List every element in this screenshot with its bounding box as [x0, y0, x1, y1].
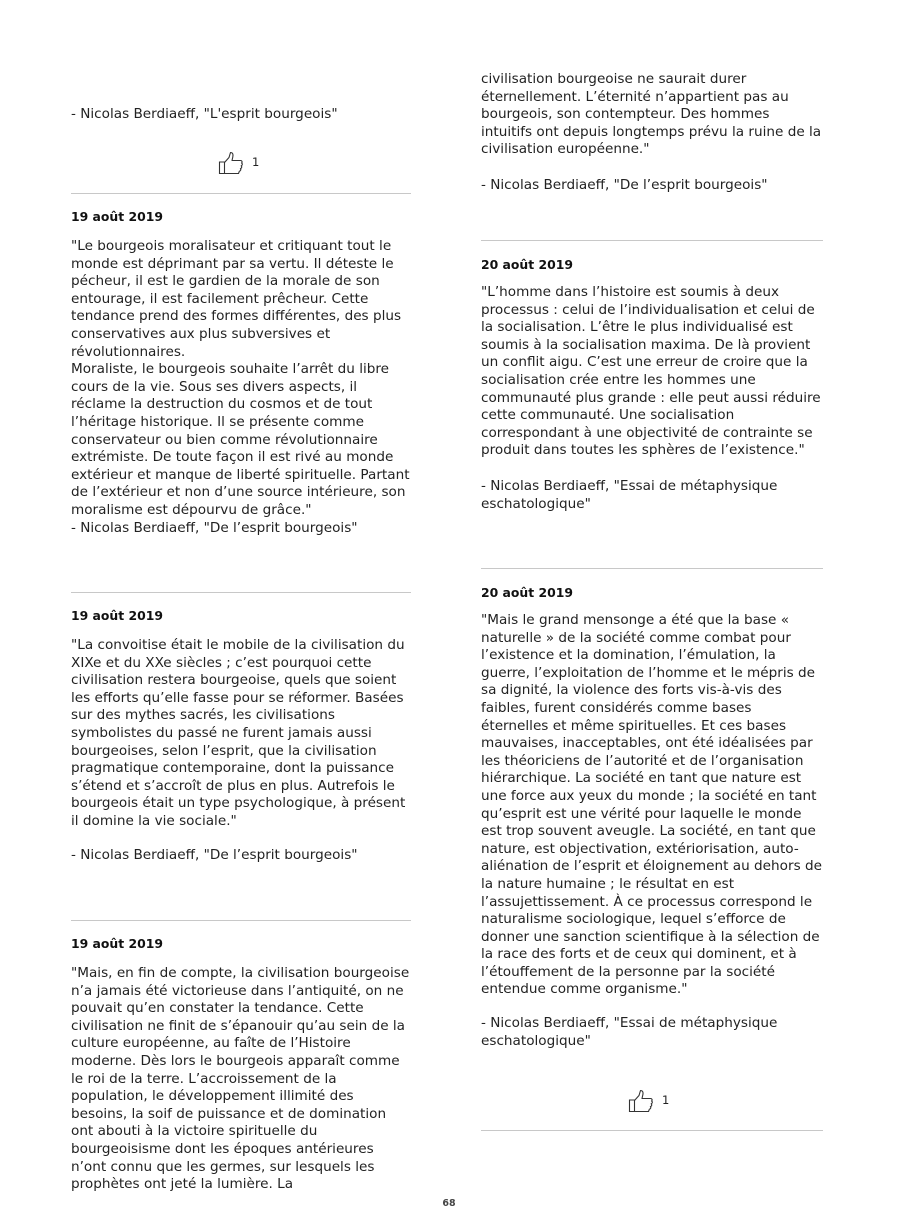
- thumbs-up-icon: [218, 151, 244, 175]
- post-attribution: - Nicolas Berdiaeff, "Essai de métaphysique eschatologique": [481, 1015, 778, 1049]
- post-attribution: - Nicolas Berdiaeff, "De l’esprit bourgeois": [481, 177, 768, 193]
- post-attribution: - Nicolas Berdiaeff, "De l’esprit bourgeois": [71, 519, 358, 536]
- divider: [481, 240, 823, 241]
- post-quote-part1: "Le bourgeois moralisateur et critiquant tout le monde est déprimant par sa vertu. Il déteste le pécheur, il est le gardien de la morale de son entourage, il est facilement prêcheur. Cette tendance prend des formes différentes, des plus conservatives aux plus subversives et révolutionnaires.: [71, 238, 402, 360]
- divider: [71, 592, 411, 593]
- divider: [71, 193, 411, 194]
- post-date: 20 août 2019: [481, 585, 573, 600]
- like-button[interactable]: [628, 1089, 669, 1113]
- page-number: 68: [442, 1198, 456, 1209]
- post-quote: "L’homme dans l’histoire est soumis à deux processus : celui de l’individualisation et celui de la socialisation. L’être le plus individualisé est soumis à la socialisation maxima. De là provient un conflit aigu. C’est une erreur de croire que la socialisation crée entre les hommes une communauté plus grande : elle peut aussi réduire cette communauté. Une socialisation correspondant à une objectivité de contrainte se produit dans toutes les sphères de l’existence.": [481, 284, 821, 459]
- like-button[interactable]: [218, 151, 259, 175]
- post-quote: "La convoitise était le mobile de la civilisation du XIXe et du XXe siècles ; c’est pourquoi cette civilisation restera bourgeoise, quels que soient les efforts qu’elle fasse pour se réformer. Basées sur des mythes sacrés, les civilisations symbolistes du passé ne furent jamais aussi bourgeoises, selon l’esprit, que la civilisation pragmatique contemporaine, dont la puissance s’étend et s’accroît de plus en plus. Autrefois le bourgeois était un type psychologique, à présent il domine la vie sociale.": [71, 637, 406, 829]
- post-quote: "Mais le grand mensonge a été que la base « naturelle » de la société comme combat pour l’existence et la domination, l’émulation, la guerre, l’exploitation de l’homme et le mépris de sa dignité, la violence des forts vis-à-vis des faibles, furent considérés comme bases éternelles et même spirituelles. Et ces bases mauvaises, inacceptables, ont été idéalisées par les théoriciens de l’autorité et de l’organisation hiérarchique. La société en tant que nature est une force aux yeux du monde ; la société en tant qu’esprit est une vérité pour laquelle le monde est trop souvent aveugle. La société, en tant que nature, est objectivation, extériorisation, auto-aliénation de l’esprit et éloignement au dehors de la nature humaine ; le résultat en est l’assujettissement. À ce processus correspond le naturalisme sociologique, lequel s’efforce de donner une sanction scientifique à la sélection de la race des forts et de ceux qui dominent, et à l’étouffement de la personne par la société entendue comme organisme.": [481, 612, 822, 998]
- attribution: - Nicolas Berdiaeff, "L'esprit bourgeois": [71, 106, 338, 122]
- post-attribution: - Nicolas Berdiaeff, "De l’esprit bourgeois": [71, 847, 358, 863]
- post-quote: "Mais, en fin de compte, la civilisation bourgeoise n’a jamais été victorieuse dans l’antiquité, on ne pouvait qu’en constater la tendance. Cette civilisation ne finit de s’épanouir qu’au sein de la culture européenne, au faîte de l’Histoire moderne. Dès lors le bourgeois apparaît comme le roi de la terre. L’accroissement de la population, le développement illimité des besoins, la soif de puissance et de domination ont abouti à la victoire spirituelle du bourgeoisisme dont les époques antérieures n’ont connu que les germes, sur lesquels les prophètes ont jeté la lumière. La: [71, 965, 410, 1193]
- like-count: 1: [662, 1093, 670, 1108]
- thumbs-up-icon: [628, 1089, 654, 1113]
- divider: [71, 920, 411, 921]
- like-count: 1: [252, 155, 260, 170]
- post-quote-part2: Moraliste, le bourgeois souhaite l’arrêt du libre cours de la vie. Sous ses divers aspects, il réclame la destruction du cosmos et de tout l’héritage historique. Il se présente comme conservateur ou bien comme révolutionnaire extrémiste. De toute façon il est rivé au monde extérieur et manque de liberté spirituelle. Partant de l’extérieur et non d’une source intérieure, son moralisme est dépourvu de grâce.": [71, 361, 410, 518]
- continued-quote: civilisation bourgeoise ne saurait durer éternellement. L’éternité n’appartient pas au bourgeois, son contempteur. Des hommes intuitifs ont depuis longtemps prévu la ruine de la civilisation européenne.": [481, 71, 822, 158]
- post-date: 20 août 2019: [481, 257, 573, 272]
- divider: [481, 568, 823, 569]
- post-date: 19 août 2019: [71, 936, 163, 951]
- post-quote: [71, 238, 411, 537]
- divider: [481, 1130, 823, 1131]
- post-date: 19 août 2019: [71, 209, 163, 224]
- post-attribution: - Nicolas Berdiaeff, "Essai de métaphysique eschatologique": [481, 478, 778, 512]
- post-date: 19 août 2019: [71, 608, 163, 623]
